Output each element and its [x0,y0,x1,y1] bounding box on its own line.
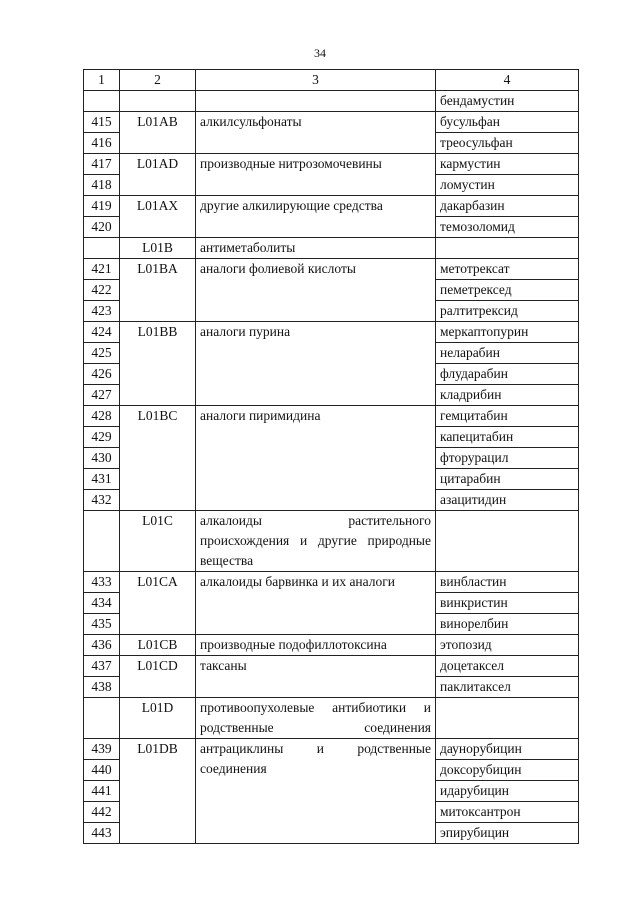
drug-name: доцетаксел [436,656,579,677]
row-number: 441 [84,781,120,802]
atc-code: L01BA [120,259,196,322]
row-number: 435 [84,614,120,635]
row-number: 438 [84,677,120,698]
drug-name [436,238,579,259]
group-description: аналоги пурина [196,322,436,406]
row-number: 436 [84,635,120,656]
row-number: 416 [84,133,120,154]
table-row [84,406,579,427]
drug-name: метотрексат [436,259,579,280]
table-row [84,739,579,760]
drug-name: паклитаксел [436,677,579,698]
drug-name: флударабин [436,364,579,385]
drug-name: цитарабин [436,469,579,490]
table-row [84,196,579,217]
group-description: алкилсульфонаты [196,112,436,154]
drug-name: кармустин [436,154,579,175]
row-number [84,511,120,572]
drug-name: даунорубицин [436,739,579,760]
atc-code: L01DB [120,739,196,844]
drug-name: дакарбазин [436,196,579,217]
atc-code: L01CD [120,656,196,698]
row-number: 421 [84,259,120,280]
group-description: алкалоиды растительного происхождения и другие природные вещества [196,511,436,572]
drug-name: неларабин [436,343,579,364]
row-number [84,238,120,259]
drug-name: азацитидин [436,490,579,511]
row-number: 423 [84,301,120,322]
atc-code [120,91,196,112]
row-number: 442 [84,802,120,823]
column-header-3: 3 [196,70,436,91]
drug-name: доксорубицин [436,760,579,781]
drug-name: винорелбин [436,614,579,635]
group-description: антиметаболиты [196,238,436,259]
row-number: 415 [84,112,120,133]
column-header-1: 1 [84,70,120,91]
atc-code: L01CA [120,572,196,635]
drug-name: идарубицин [436,781,579,802]
column-header-2: 2 [120,70,196,91]
group-description: аналоги пиримидина [196,406,436,511]
drug-name [436,511,579,572]
drug-name: гемцитабин [436,406,579,427]
atc-code: L01D [120,698,196,739]
drug-name: ралтитрексид [436,301,579,322]
row-number: 437 [84,656,120,677]
group-description: противоопухолевые антибиотики и родственные соединения [196,698,436,739]
drug-classification-table [83,69,579,844]
drug-name: ломустин [436,175,579,196]
drug-name: этопозид [436,635,579,656]
row-number [84,91,120,112]
row-number: 428 [84,406,120,427]
page-number: 34 [314,46,326,60]
table-row [84,322,579,343]
atc-code: L01AD [120,154,196,196]
drug-name: эпирубицин [436,823,579,844]
drug-name: бусульфан [436,112,579,133]
atc-code: L01BB [120,322,196,406]
table-row [84,698,579,739]
column-header-4: 4 [436,70,579,91]
atc-code: L01C [120,511,196,572]
group-description: другие алкилирующие средства [196,196,436,238]
table-row [84,154,579,175]
row-number: 440 [84,760,120,781]
group-description: производные подофиллотоксина [196,635,436,656]
drug-name: пеметрексед [436,280,579,301]
table-row [84,91,579,112]
drug-name: капецитабин [436,427,579,448]
header-row [84,70,579,91]
atc-code: L01AX [120,196,196,238]
atc-code: L01AB [120,112,196,154]
group-description: алкалоиды барвинка и их аналоги [196,572,436,635]
group-description [196,91,436,112]
row-number: 418 [84,175,120,196]
drug-name: меркаптопурин [436,322,579,343]
table-row [84,656,579,677]
row-number: 417 [84,154,120,175]
row-number: 443 [84,823,120,844]
group-description: антрациклины и родственные соединения [196,739,436,844]
row-number: 432 [84,490,120,511]
drug-name: винкристин [436,593,579,614]
drug-name: фторурацил [436,448,579,469]
row-number: 433 [84,572,120,593]
row-number: 429 [84,427,120,448]
row-number: 439 [84,739,120,760]
table-row [84,511,579,572]
drug-name: треосульфан [436,133,579,154]
row-number: 425 [84,343,120,364]
atc-code: L01CB [120,635,196,656]
table-row [84,259,579,280]
row-number: 434 [84,593,120,614]
drug-name: темозоломид [436,217,579,238]
atc-code: L01BC [120,406,196,511]
table-row [84,238,579,259]
table-row [84,112,579,133]
table-row [84,572,579,593]
row-number: 431 [84,469,120,490]
drug-name [436,698,579,739]
row-number: 426 [84,364,120,385]
drug-name: кладрибин [436,385,579,406]
row-number: 419 [84,196,120,217]
row-number: 420 [84,217,120,238]
drug-name: винбластин [436,572,579,593]
drug-name: бендамустин [436,91,579,112]
row-number: 424 [84,322,120,343]
group-description: аналоги фолиевой кислоты [196,259,436,322]
row-number [84,698,120,739]
row-number: 422 [84,280,120,301]
drug-name: митоксантрон [436,802,579,823]
atc-code: L01B [120,238,196,259]
table-row [84,635,579,656]
group-description: таксаны [196,656,436,698]
group-description: производные нитрозомочевины [196,154,436,196]
row-number: 427 [84,385,120,406]
row-number: 430 [84,448,120,469]
